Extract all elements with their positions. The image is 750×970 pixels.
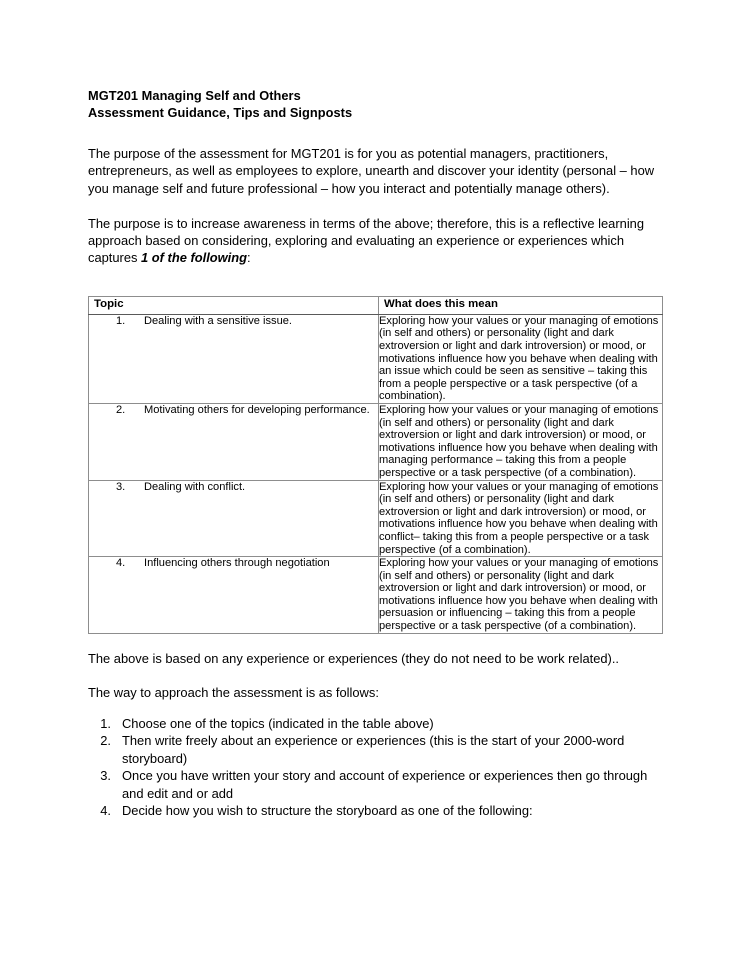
- spacer-after-table: [88, 634, 662, 650]
- table-head: [89, 296, 663, 314]
- list-item: [88, 715, 662, 732]
- steps-list: [88, 715, 662, 819]
- list-item-text: Once you have written your story and account of experience or experiences then go through and edit and or add: [122, 768, 648, 801]
- title-line-1: MGT201 Managing Self and Others: [88, 88, 301, 103]
- topic-number-row: [89, 404, 378, 417]
- table-row: [89, 403, 663, 480]
- purpose-text-after: :: [247, 250, 251, 266]
- topic-number-row: [89, 557, 378, 570]
- topic-number-row: [89, 481, 378, 494]
- spacer-after-intro: [88, 197, 662, 214]
- spacer-before-steps: [88, 702, 662, 715]
- topic-text: Dealing with conflict.: [144, 480, 246, 493]
- table-body: [89, 314, 663, 633]
- list-item: [88, 767, 662, 802]
- topic-text: Dealing with a sensitive issue.: [144, 314, 292, 327]
- list-item-text: Choose one of the topics (indicated in the table above): [122, 715, 434, 731]
- spacer-before-table: [88, 267, 662, 296]
- cell-topic: [89, 557, 379, 634]
- topic-text: Influencing others through negotiation: [144, 557, 330, 570]
- list-item-text: Then write freely about an experience or experiences (this is the start of your 2000-word storyboard): [122, 733, 625, 766]
- list-item-marker: 1.: [100, 715, 111, 731]
- cell-meaning: Exploring how your values or your managing of emotions (in self and others) or personality (light and dark extroversion or light and dark introversion) or mood, or motivations influence how you behave when dealing with managing performance – taking this from a people perspective or a task perspective (of a combination).: [379, 403, 663, 480]
- table-header-row: [89, 296, 663, 314]
- spacer-after-title: [88, 121, 662, 145]
- cell-meaning: Exploring how your values or your managing of emotions (in self and others) or personality (light and dark extroversion or light and dark introversion) or mood, or motivations influence how you behave when dealing with an issue which could be seen as sensitive – taking this from a people perspective or a task perspective (of a combination).: [379, 314, 663, 403]
- list-item: [88, 802, 662, 819]
- cell-meaning: Exploring how your values or your managing of emotions (in self and others) or personality (light and dark extroversion or light and dark introversion) or mood, or motivations influence how you behave when dealing with persuasion or influencing – taking this from a people perspective or a task perspective (of a combination).: [379, 557, 663, 634]
- list-item-marker: 3.: [100, 768, 111, 784]
- after-table-paragraph: The above is based on any experience or experiences (they do not need to be work related)..: [88, 650, 619, 666]
- topic-number: 3.: [116, 480, 126, 493]
- topic-number-row: [89, 315, 378, 328]
- purpose-paragraph: [88, 215, 662, 267]
- cell-topic: [89, 314, 379, 403]
- purpose-text-before: The purpose is to increase awareness in terms of the above; therefore, this is a reflective learning approach based on considering, exploring and evaluating an experience or experiences which captures: [88, 215, 645, 266]
- cell-meaning: Exploring how your values or your managing of emotions (in self and others) or personality (light and dark extroversion or light and dark introversion) or mood, or motivations influence how you behave when dealing with conflict– taking this from a people perspective or a task perspective (of a combination).: [379, 480, 663, 557]
- approach-paragraph: The way to approach the assessment is as follows:: [88, 685, 379, 701]
- column-header-topic: Topic: [89, 296, 379, 314]
- intro-paragraph: The purpose of the assessment for MGT201 is for you as potential managers, practitioners, entrepreneurs, as well as employees to explore, unearth and discover your identity (personal – how you manage self and future professional – how you interact and potentially manage others).: [88, 146, 655, 196]
- page-title: [88, 88, 662, 121]
- cell-topic: [89, 403, 379, 480]
- list-item-marker: 2.: [100, 733, 111, 749]
- purpose-emphasis: 1 of the following: [141, 250, 248, 266]
- list-item-marker: 4.: [100, 802, 111, 818]
- list-item: [88, 732, 662, 767]
- topics-table: [88, 296, 663, 634]
- title-line-2: Assessment Guidance, Tips and Signposts: [88, 104, 353, 120]
- column-header-meaning: What does this mean: [379, 296, 663, 314]
- cell-topic: [89, 480, 379, 557]
- topic-number: 2.: [116, 403, 126, 416]
- topic-number: 4.: [116, 557, 126, 570]
- topic-number: 1.: [116, 314, 126, 327]
- spacer-before-approach: [88, 667, 662, 684]
- table-row: [89, 314, 663, 403]
- list-item-text: Decide how you wish to structure the storyboard as one of the following:: [122, 802, 533, 818]
- table-row: [89, 480, 663, 557]
- table-row: [89, 557, 663, 634]
- topic-text: Motivating others for developing performance.: [144, 403, 370, 416]
